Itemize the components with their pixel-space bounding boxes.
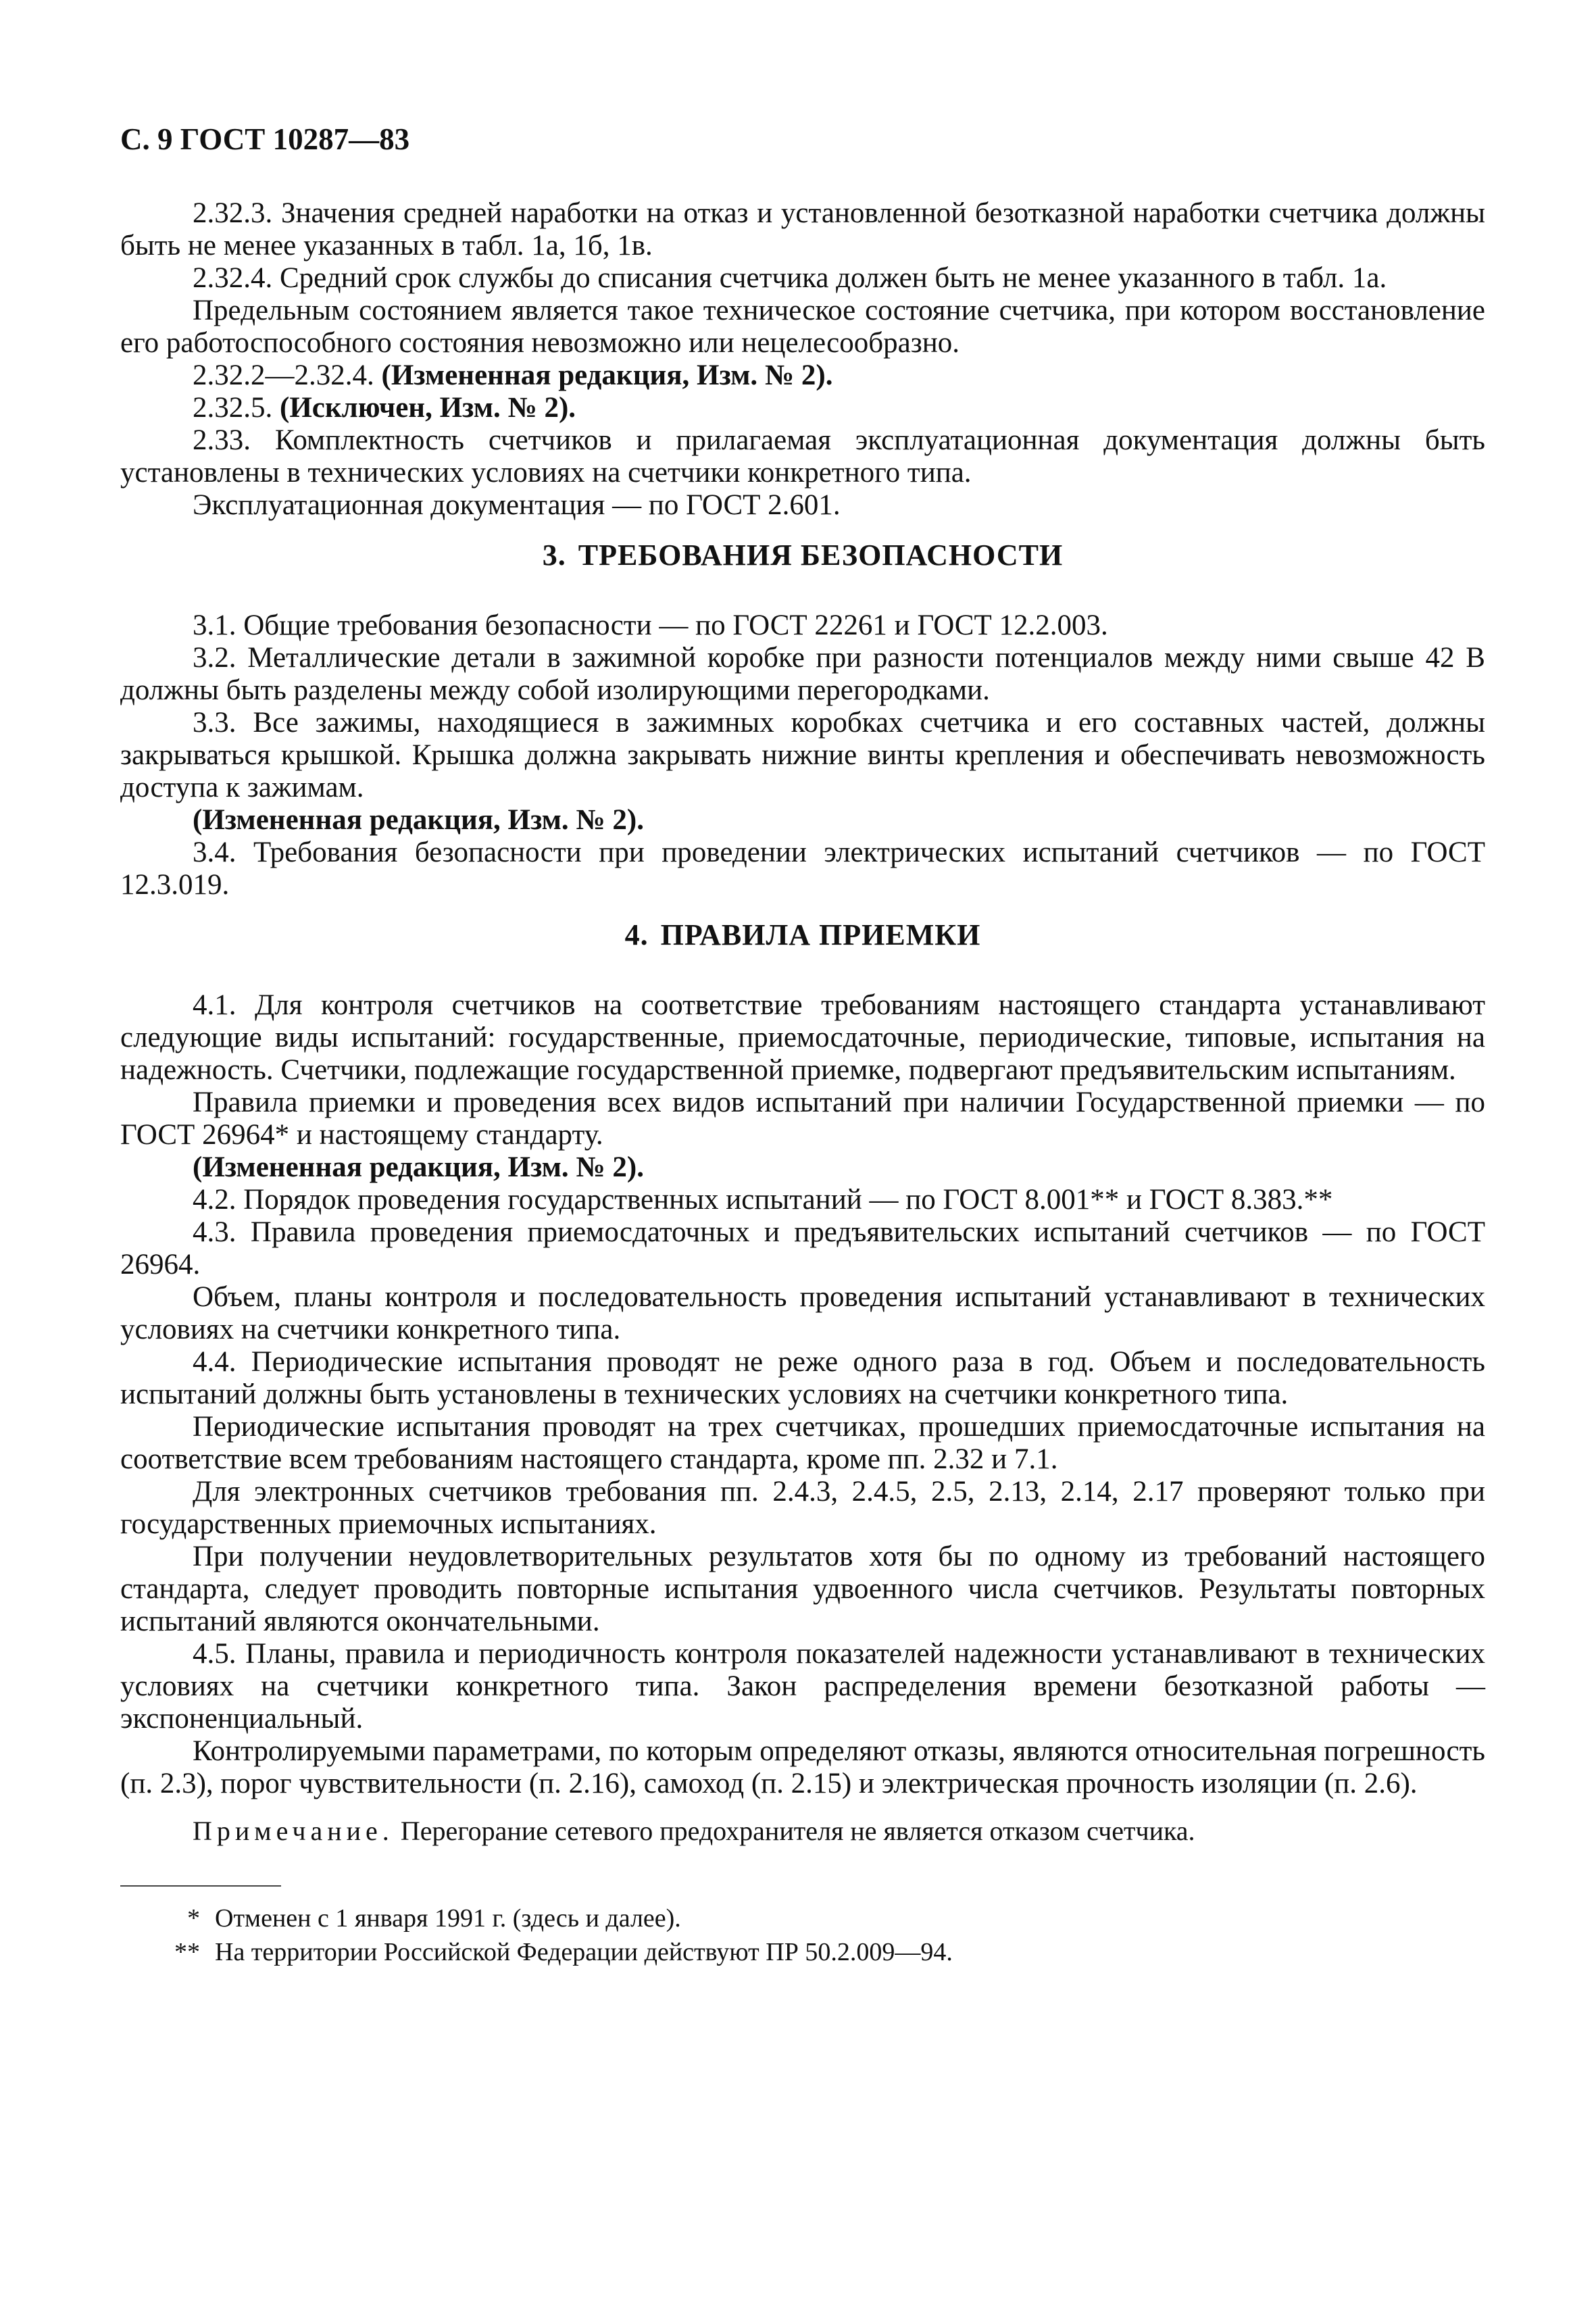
paragraph-periodic-tests: Периодические испытания проводят на трех счетчиках, прошедших приемосдаточные испытания на соответствие всем требованиям настоящего стандарта, кроме пп. 2.32 и 7.1. (120, 1411, 1485, 1475)
section-number: 3. (542, 539, 566, 572)
footnote-divider (120, 1885, 281, 1887)
paragraph-acceptance-rules: Правила приемки и проведения всех видов испытаний при наличии Государственной приемки — по ГОСТ 26964* и настоящему стандарту. (120, 1087, 1485, 1151)
paragraph-control-plans: Объем, планы контроля и последовательность проведения испытаний устанавливают в технических условиях на счетчики конкретного типа. (120, 1281, 1485, 1345)
paragraph-documentation: Эксплуатационная документация — по ГОСТ 2.601. (193, 489, 841, 521)
section-heading-3 (120, 539, 1485, 572)
paragraph-limit-state: Предельным состоянием является такое техническое состояние счетчика, при котором восстановление его работоспособного состояния невозможно или нецелесообразно. (120, 295, 1485, 359)
footnote (120, 1935, 1485, 1969)
excluded-note: (Исключен, Изм. № 2). (280, 392, 576, 424)
paragraph-4-4: 4.4. Периодические испытания проводят не реже одного раза в год. Объем и последовательность испытаний должны быть установлены в технических условиях на счетчики конкретного типа. (120, 1346, 1485, 1410)
section-heading-4 (120, 919, 1485, 951)
footnote-text: Отменен с 1 января 1991 г. (здесь и далее). (215, 1904, 681, 1933)
revision-prefix: 2.32.2—2.32.4. (193, 359, 374, 391)
revision-note: (Измененная редакция, Изм. № 2). (381, 359, 833, 391)
section-title: ТРЕБОВАНИЯ БЕЗОПАСНОСТИ (578, 539, 1064, 572)
paragraph-3-4: 3.4. Требования безопасности при проведении электрических испытаний счетчиков — по ГОСТ 12.3.019. (120, 837, 1485, 901)
revision-note-4: (Измененная редакция, Изм. № 2). (193, 1151, 644, 1183)
paragraph-controlled-parameters: Контролируемыми параметрами, по которым определяют отказы, являются относительная погрешность (п. 2.3), порог чувствительности (п. 2.16), самоход (п. 2.15) и электрическая прочность изоляции (п. 2.6). (120, 1735, 1485, 1799)
paragraph-3-2: 3.2. Металлические детали в зажимной коробке при разности потенциалов между ними свыше 42 В должны быть разделены между собой изолирующими перегородками. (120, 642, 1485, 706)
paragraph-revision-2-32 (120, 359, 1485, 392)
footnote (120, 1901, 1485, 1935)
note-label: Примечание. (193, 1816, 394, 1846)
revision-note-3: (Измененная редакция, Изм. № 2). (193, 804, 644, 836)
clause-prefix: 2.32.5. (193, 392, 273, 424)
document-page (120, 122, 1485, 1969)
paragraph-4-2: 4.2. Порядок проведения государственных испытаний — по ГОСТ 8.001** и ГОСТ 8.383.** (193, 1184, 1333, 1216)
paragraph-repeat-tests: При получении неудовлетворительных результатов хотя бы по одному из требований настоящего стандарта, следует проводить повторные испытания удвоенного числа счетчиков. Результаты повторных испытаний являются окончательными. (120, 1541, 1485, 1637)
note (120, 1815, 1485, 1847)
paragraph-4-1: 4.1. Для контроля счетчиков на соответствие требованиям настоящего стандарта устанавливают следующие виды испытаний: государственные, приемосдаточные, периодические, типовые, испытания на надежность. Счетчики, подлежащие государственной приемке, подвергают предъявительским испытаниям. (120, 989, 1485, 1086)
paragraph-2-32-3: 2.32.3. Значения средней наработки на отказ и установленной безотказной наработки счетчика должны быть не менее указанных в табл. 1а, 1б, 1в. (120, 197, 1485, 262)
paragraph-4-3: 4.3. Правила проведения приемосдаточных и предъявительских испытаний счетчиков — по ГОСТ 26964. (120, 1216, 1485, 1280)
paragraph-4-5: 4.5. Планы, правила и периодичность контроля показателей надежности устанавливают в технических условиях на счетчики конкретного типа. Закон распределения времени безотказной работы — экспоненциальный. (120, 1638, 1485, 1735)
page-header: С. 9 ГОСТ 10287—83 (120, 122, 410, 156)
paragraph-electronic-meters: Для электронных счетчиков требования пп. 2.4.3, 2.4.5, 2.5, 2.13, 2.14, 2.17 проверяют только при государственных приемочных испытаниях. (120, 1476, 1485, 1540)
note-text: Перегорание сетевого предохранителя не является отказом счетчика. (400, 1816, 1195, 1846)
paragraph-2-33: 2.33. Комплектность счетчиков и прилагаемая эксплуатационная документация должны быть установлены в технических условиях на счетчики конкретного типа. (120, 424, 1485, 489)
footnote-mark: * (187, 1904, 200, 1933)
paragraph-3-3: 3.3. Все зажимы, находящиеся в зажимных коробках счетчика и его составных частей, должны закрываться крышкой. Крышка должна закрывать нижние винты крепления и обеспечивать невозможность доступа к зажимам. (120, 707, 1485, 803)
footnote-mark: ** (174, 1938, 200, 1966)
paragraph-2-32-4: 2.32.4. Средний срок службы до списания счетчика должен быть не менее указанного в табл. 1а. (193, 262, 1387, 294)
footnote-text: На территории Российской Федерации действуют ПР 50.2.009—94. (215, 1938, 953, 1966)
section-title: ПРАВИЛА ПРИЕМКИ (660, 918, 981, 951)
paragraph-2-32-5 (120, 392, 1485, 424)
section-number: 4. (624, 918, 649, 951)
paragraph-3-1: 3.1. Общие требования безопасности — по ГОСТ 22261 и ГОСТ 12.2.003. (193, 609, 1108, 641)
